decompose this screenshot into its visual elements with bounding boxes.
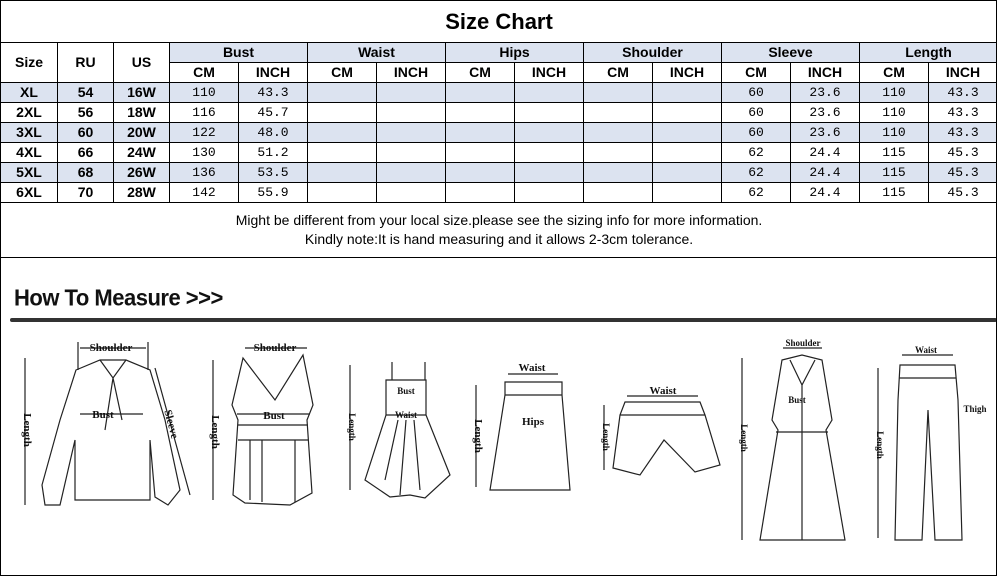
cell-bust-cm: 110 — [170, 83, 239, 103]
cell-sleeve-cm: 60 — [722, 123, 791, 143]
header-waist-cm: CM — [308, 63, 377, 83]
coat-shoulder-label: Shoulder — [785, 338, 821, 348]
header-waist: Waist — [308, 43, 446, 63]
cell-us: 28W — [114, 183, 170, 203]
shirt-sleeve-label: Sleeve — [161, 408, 181, 440]
pants-thigh-label: Thigh — [963, 404, 987, 414]
header-bust: Bust — [170, 43, 308, 63]
cell-ru: 60 — [58, 123, 114, 143]
header-length-cm: CM — [860, 63, 929, 83]
header-sleeve: Sleeve — [722, 43, 860, 63]
cell-sleeve-in: 24.4 — [791, 183, 860, 203]
cell-sleeve-cm: 60 — [722, 103, 791, 123]
cell-length-in: 43.3 — [929, 83, 997, 103]
skirt-hips-label: Hips — [521, 416, 545, 428]
dress-bust-label: Bust — [397, 386, 415, 396]
note-line-2: Kindly note:It is hand measuring and it allows 2-3cm tolerance. — [304, 231, 694, 247]
tank-length-label: Length — [209, 415, 221, 449]
cell-bust-cm: 122 — [170, 123, 239, 143]
header-hips-cm: CM — [446, 63, 515, 83]
coat-bust-label: Bust — [788, 395, 806, 405]
cell-size: XL — [1, 83, 58, 103]
cell-us: 20W — [114, 123, 170, 143]
tank-shoulder-label: Shoulder — [253, 342, 297, 354]
cell-ru: 54 — [58, 83, 114, 103]
skirt-length-label: Length — [472, 419, 484, 453]
cell-length-in: 45.3 — [929, 143, 997, 163]
cell-ru: 70 — [58, 183, 114, 203]
shirt-bust-label: Bust — [92, 409, 114, 421]
header-sleeve-cm: CM — [722, 63, 791, 83]
cell-length-in: 43.3 — [929, 103, 997, 123]
cell-size: 4XL — [1, 143, 58, 163]
tank-bust-label: Bust — [263, 410, 285, 422]
header-waist-inch: INCH — [377, 63, 446, 83]
cell-bust-cm: 136 — [170, 163, 239, 183]
cell-bust-in: 53.5 — [239, 163, 308, 183]
cell-length-in: 45.3 — [929, 183, 997, 203]
cell-us: 18W — [114, 103, 170, 123]
how-to-measure-heading: How To Measure >>> — [14, 284, 223, 311]
header-size: Size — [1, 43, 58, 83]
cell-sleeve-cm: 60 — [722, 83, 791, 103]
header-hips-inch: INCH — [515, 63, 584, 83]
shorts-length-label: Length — [601, 423, 611, 451]
cell-sleeve-in: 24.4 — [791, 163, 860, 183]
shorts-waist-label: Waist — [649, 385, 677, 397]
cell-bust-in: 51.2 — [239, 143, 308, 163]
cell-length-in: 43.3 — [929, 123, 997, 143]
shirt-length-label: Length — [21, 413, 33, 447]
cell-length-cm: 115 — [860, 163, 929, 183]
cell-bust-in: 45.7 — [239, 103, 308, 123]
note-line-1: Might be different from your local size.please see the sizing info for more information. — [235, 212, 763, 228]
header-hips: Hips — [446, 43, 584, 63]
cell-sleeve-cm: 62 — [722, 143, 791, 163]
cell-ru: 66 — [58, 143, 114, 163]
cell-us: 26W — [114, 163, 170, 183]
header-us: US — [114, 43, 170, 83]
cell-length-cm: 115 — [860, 183, 929, 203]
cell-ru: 56 — [58, 103, 114, 123]
cell-length-cm: 110 — [860, 103, 929, 123]
header-length: Length — [860, 43, 997, 63]
header-bust-cm: CM — [170, 63, 239, 83]
header-shoulder: Shoulder — [584, 43, 722, 63]
cell-length-cm: 115 — [860, 143, 929, 163]
cell-bust-cm: 116 — [170, 103, 239, 123]
header-sleeve-inch: INCH — [791, 63, 860, 83]
cell-size: 2XL — [1, 103, 58, 123]
cell-sleeve-in: 23.6 — [791, 83, 860, 103]
pants-waist-label: Waist — [914, 345, 938, 355]
cell-bust-in: 43.3 — [239, 83, 308, 103]
cell-size: 5XL — [1, 163, 58, 183]
cell-sleeve-cm: 62 — [722, 163, 791, 183]
header-length-inch: INCH — [929, 63, 997, 83]
header-shoulder-inch: INCH — [653, 63, 722, 83]
cell-sleeve-in: 23.6 — [791, 123, 860, 143]
cell-bust-in: 55.9 — [239, 183, 308, 203]
cell-size: 3XL — [1, 123, 58, 143]
cell-size: 6XL — [1, 183, 58, 203]
dress-length-label: Length — [347, 413, 357, 441]
cell-ru: 68 — [58, 163, 114, 183]
cell-sleeve-cm: 62 — [722, 183, 791, 203]
dress-waist-label: Waist — [394, 410, 418, 420]
header-ru: RU — [58, 43, 114, 83]
cell-bust-in: 48.0 — [239, 123, 308, 143]
page-title: Size Chart — [1, 1, 997, 43]
cell-us: 24W — [114, 143, 170, 163]
cell-bust-cm: 130 — [170, 143, 239, 163]
cell-length-cm: 110 — [860, 83, 929, 103]
shirt-shoulder-label: Shoulder — [89, 342, 133, 354]
skirt-waist-label: Waist — [518, 362, 546, 374]
cell-sleeve-in: 24.4 — [791, 143, 860, 163]
pants-length-label: Length — [875, 431, 885, 459]
header-bust-inch: INCH — [239, 63, 308, 83]
coat-length-label: Length — [739, 424, 749, 452]
header-shoulder-cm: CM — [584, 63, 653, 83]
cell-length-cm: 110 — [860, 123, 929, 143]
cell-length-in: 45.3 — [929, 163, 997, 183]
cell-us: 16W — [114, 83, 170, 103]
cell-bust-cm: 142 — [170, 183, 239, 203]
cell-sleeve-in: 23.6 — [791, 103, 860, 123]
